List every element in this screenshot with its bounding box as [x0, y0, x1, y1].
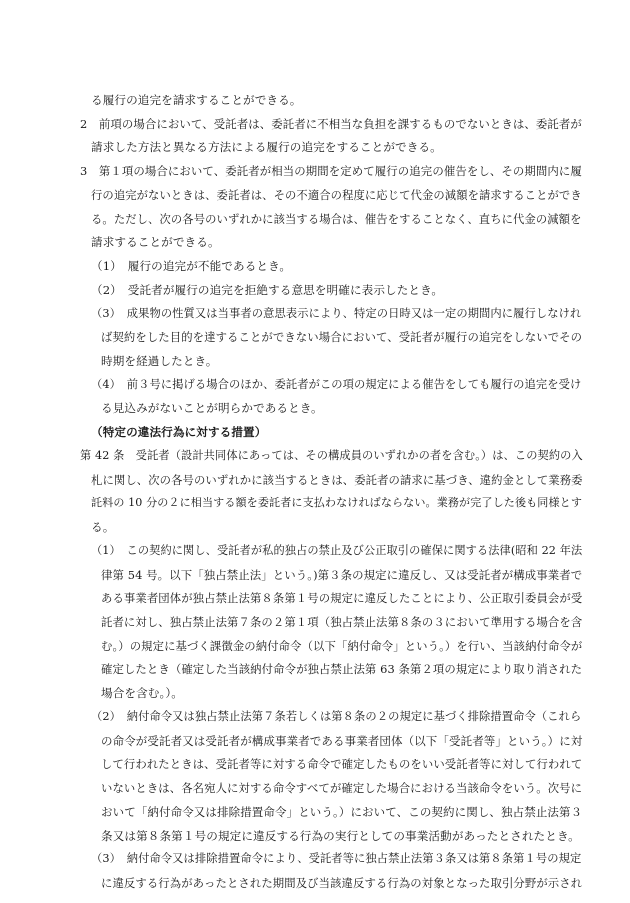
- article-42-item-1-line-7: 場合を含む。）。: [101, 686, 183, 700]
- section-heading: （特定の違法行為に対する措置）: [91, 425, 267, 439]
- article-42-item-2-line-1: （2） 納付命令又は独占禁止法第７条若しくは第８条の２の規定に基づく排除措置命令（これら: [91, 710, 582, 723]
- article-42-line-2: 札に関し、次の各号のいずれかに該当するときは、委託者の請求に基づき、違約金として業務委: [91, 473, 583, 487]
- paragraph-2-line-2: 請求した方法と異なる方法による履行の追完をすることができる。: [91, 140, 442, 154]
- article-42-item-2-line-3: して行われたときは、受託者等に対する命令で確定したものをいい受託者等に対して行われて: [101, 757, 583, 771]
- article-42-item-1-line-4: 託者に対し、独占禁止法第７条の２第１項（独占禁止法第８条の３において準用する場合を含: [101, 615, 583, 629]
- paragraph-3-line-2: 行の追完がないときは、委託者は、その不適合の程度に応じて代金の減額を請求することができ: [91, 188, 582, 202]
- article-42-item-3-line-1: （3） 納付命令又は排除措置命令により、受託者等に独占禁止法第３条又は第８条第１号の規定: [91, 852, 582, 865]
- article-42-item-1-line-3: ある事業者団体が独占禁止法第８条第１号の規定に違反したことにより、公正取引委員会が受: [101, 591, 583, 605]
- item-4-line-2: る見込みがないことが明らかであるとき。: [101, 401, 323, 415]
- item-3-line-2: ば契約をした目的を達することができない場合において、受託者が履行の追完をしないでその: [101, 330, 583, 344]
- paragraph-2-line-1: 2 前項の場合において、受託者は、委託者に不相当な負担を課するものでないときは、委託者が: [80, 117, 582, 131]
- paragraph-3-line-4: 請求することができる。: [91, 235, 220, 249]
- item-1: （1） 履行の追完が不能であるとき。: [91, 259, 292, 273]
- article-42-line-3: 託料の 10 分の２に相当する額を委託者に支払わなければならない。業務が完了した後も同様とす: [91, 496, 583, 509]
- article-42-item-1-line-6: 確定したとき（確定した当該納付命令が独占禁止法第 63 条第２項の規定により取り消された: [101, 662, 583, 676]
- item-3-line-3: 時期を経過したとき。: [101, 354, 218, 368]
- article-42-item-2-line-4: いないときは、各名宛人に対する命令すべてが確定した場合における当該命令をいう。次号に: [101, 781, 583, 795]
- paragraph-3-line-3: る。ただし、次の各号のいずれかに該当する場合は、催告をすることなく、直ちに代金の減額を: [91, 212, 582, 226]
- item-4-line-1: （4） 前３号に掲げる場合のほか、委託者がこの項の規定による催告をしても履行の追完を受け: [91, 378, 582, 391]
- article-42-item-2-line-2: の命令が受託者又は受託者が構成事業者である事業者団体（以下「受託者等」という。）に対: [101, 734, 583, 748]
- article-42-item-1-line-2: 律第 54 号。以下「独占禁止法」という。)第３条の規定に違反し、又は受託者が構成事業者で: [101, 568, 583, 582]
- article-42-item-2-line-6: 条又は第８条第１号の規定に違反する行為の実行としての事業活動があったとされたとき。: [101, 829, 580, 843]
- paragraph-3-line-1: 3 第１項の場合において、委託者が相当の期間を定めて履行の追完の催告をし、その期間内に履: [80, 164, 582, 178]
- item-3-line-1: （3） 成果物の性質又は当事者の意思表示により、特定の日時又は一定の期間内に履行しなけれ: [91, 307, 582, 320]
- article-42-item-1-line-5: む。）の規定に基づく課徴金の納付命令（以下「納付命令」という。）を行い、当該納付命令が: [101, 639, 583, 653]
- article-42-item-3-line-2: に違反する行為があったとされた期間及び当該違反する行為の対象となった取引分野が示され: [101, 876, 583, 890]
- item-2: （2） 受託者が履行の追完を拒絶する意思を明確に表示したとき。: [91, 283, 444, 297]
- article-42-item-2-line-5: おいて「納付命令又は排除措置命令」という。）において、この契約に関し、独占禁止法第３: [101, 805, 583, 819]
- text-line: る履行の追完を請求することができる。: [91, 93, 302, 107]
- article-42-line-1: 第 42 条 受託者（設計共同体にあっては、その構成員のいずれかの者を含む。）は、この契約の入: [80, 449, 583, 462]
- article-42-item-1-line-1: （1） この契約に関し、受託者が私的独占の禁止及び公正取引の確保に関する法律(昭和 22 年法: [91, 544, 583, 557]
- article-42-line-4: る。: [91, 520, 115, 534]
